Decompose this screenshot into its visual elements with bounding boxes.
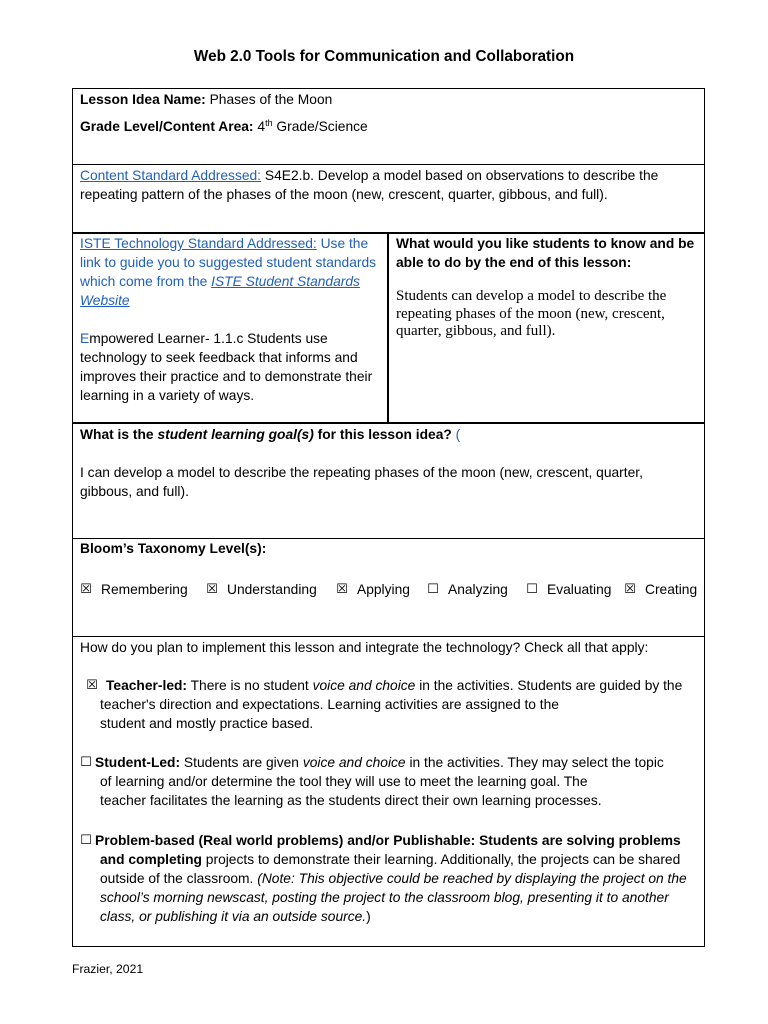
problem-based-note: class, or publishing it via an outside source. <box>100 909 367 924</box>
bloom-level-label: Applying <box>357 582 410 597</box>
bloom-level-creating[interactable] <box>624 580 697 599</box>
outcomes-answer-line: quarter, gibbous, and full). <box>396 323 556 339</box>
implementation-row <box>73 636 704 946</box>
problem-based-label: Problem-based (Real world problems) and/or Publishable: Students are solving problems <box>95 833 681 848</box>
student-led-option <box>80 753 704 810</box>
problem-based-note: (Note: This objective could be reached by displaying the project on the <box>257 871 687 886</box>
teacher-led-option <box>80 676 704 733</box>
teacher-led-checkbox[interactable]: ☒ <box>86 678 98 693</box>
outcomes-answer-line: Students can develop a model to describe the <box>396 288 667 304</box>
outcomes-answer <box>396 288 704 341</box>
document-title: Web 2.0 Tools for Communication and Collaboration <box>193 48 575 65</box>
grade-number: 4 <box>257 119 266 134</box>
bloom-level-label: Analyzing <box>448 582 508 597</box>
blooms-taxonomy-row <box>73 538 704 636</box>
iste-website-link[interactable]: Website <box>80 293 130 308</box>
bloom-level-understanding[interactable] <box>206 580 317 599</box>
problem-based-closing: ) <box>366 909 371 924</box>
outcomes-answer-line: repeating phases of the moon (new, crescent, <box>396 305 665 322</box>
problem-based-line-5 <box>80 907 704 926</box>
outcomes-question: What would you like students to know and be <box>396 236 695 251</box>
iste-line-1 <box>80 234 387 253</box>
lesson-idea-name-value: Phases of the Moon <box>209 92 333 107</box>
outcomes-question: able to do by the end of this lesson: <box>396 255 632 270</box>
student-led-text: Students are given <box>183 755 299 770</box>
lesson-outcomes-cell <box>389 234 704 422</box>
learning-goal-suffix: for this lesson idea? <box>317 427 452 442</box>
problem-based-note: school’s morning newscast, posting the project to the classroom blog, presenting it to another <box>100 890 669 905</box>
student-led-emphasis: voice and choice <box>302 755 406 770</box>
iste-standard-cell <box>73 234 389 422</box>
grade-subject: Grade/Science <box>276 119 368 134</box>
student-led-text: in the activities. They may select the topic <box>409 755 664 770</box>
student-led-line: teacher facilitates the learning as the students direct their own learning processes. <box>100 793 602 808</box>
teacher-led-line-1 <box>80 676 704 695</box>
student-led-line-1 <box>80 753 704 772</box>
problem-based-line-2 <box>80 850 704 869</box>
applying-checkbox[interactable]: ☒ <box>336 582 348 597</box>
teacher-led-line: student and mostly practice based. <box>100 716 314 731</box>
iste-guide-text: Use the <box>320 236 369 251</box>
content-standard-line-2: repeating pattern of the phases of the moon (new, crescent, quarter, gibbous, and full). <box>80 187 608 202</box>
bloom-level-label: Understanding <box>227 582 317 597</box>
creating-checkbox[interactable]: ☒ <box>624 582 636 597</box>
student-led-line: of learning and/or determine the tool they will use to meet the learning goal. The <box>100 774 588 789</box>
lesson-idea-name-label: Lesson Idea Name: <box>80 92 206 107</box>
learning-goal-trailing: ( <box>455 427 461 442</box>
bloom-level-label: Creating <box>645 582 698 597</box>
student-led-label: Student-Led: <box>95 755 181 770</box>
iste-guide-text: which come from the <box>80 274 208 289</box>
blooms-levels <box>80 580 704 599</box>
iste-student-standards-link[interactable]: ISTE Student Standards <box>211 274 360 289</box>
learning-goal-row <box>73 422 704 538</box>
grade-level <box>80 117 704 136</box>
iste-line-2: link to guide you to suggested student standards <box>80 255 377 270</box>
student-led-checkbox[interactable]: ☐ <box>80 755 92 770</box>
problem-based-line-1 <box>80 831 704 850</box>
teacher-led-label: Teacher-led: <box>106 678 188 693</box>
problem-based-text: projects to demonstrate their learning. Additionally, the projects can be shared <box>205 852 681 867</box>
learning-goal-emphasis: student learning goal(s) <box>157 427 314 442</box>
learning-goal-question <box>80 425 704 444</box>
lesson-plan-table <box>72 88 705 947</box>
problem-based-text: outside of the classroom. <box>100 871 254 886</box>
problem-based-checkbox[interactable]: ☐ <box>80 833 92 848</box>
bloom-level-evaluating[interactable] <box>526 580 611 599</box>
bloom-level-applying[interactable] <box>336 580 410 599</box>
remembering-checkbox[interactable]: ☒ <box>80 582 92 597</box>
teacher-led-line: teacher's direction and expectations. Learning activities are assigned to the <box>100 697 559 712</box>
iste-standard-text: learning in a variety of ways. <box>80 388 255 403</box>
learning-goal-answer: gibbous, and full). <box>80 484 189 499</box>
content-standard-text: S4E2.b. Develop a model based on observations to describe the <box>264 168 659 183</box>
bloom-level-label: Evaluating <box>547 582 612 597</box>
implementation-question: How do you plan to implement this lesson and integrate the technology? Check all that apply: <box>80 640 649 655</box>
iste-standard-text: improves their practice and to demonstrate their <box>80 369 373 384</box>
analyzing-checkbox[interactable]: ☐ <box>427 582 439 597</box>
content-standard-link[interactable]: Content Standard Addressed: <box>80 168 262 183</box>
iste-line-4 <box>80 291 387 310</box>
document-footer: Frazier, 2021 <box>72 962 144 976</box>
teacher-led-text: There is no student <box>190 678 309 693</box>
grade-level-label: Grade Level/Content Area: <box>80 119 254 134</box>
iste-line-3 <box>80 272 387 291</box>
evaluating-checkbox[interactable]: ☐ <box>526 582 538 597</box>
problem-based-line-3 <box>80 869 704 888</box>
problem-based-bold-text: and completing <box>100 852 202 867</box>
iste-standard-link[interactable]: ISTE Technology Standard Addressed: <box>80 236 317 251</box>
learning-goal-answer: I can develop a model to describe the repeating phases of the moon (new, crescent, quarter, <box>80 465 643 480</box>
bloom-level-label: Remembering <box>101 582 188 597</box>
standards-outcomes-row <box>73 232 704 422</box>
bloom-level-remembering[interactable] <box>80 580 188 599</box>
lesson-info-row <box>73 89 704 164</box>
blooms-taxonomy-label: Bloom’s Taxonomy Level(s): <box>80 541 267 556</box>
learning-goal-prefix: What is the <box>80 427 154 442</box>
bloom-level-analyzing[interactable] <box>427 580 508 599</box>
teacher-led-emphasis: voice and choice <box>312 678 416 693</box>
content-standard-line-1 <box>80 166 704 185</box>
lesson-idea-name <box>80 90 704 109</box>
problem-based-option <box>80 831 704 926</box>
understanding-checkbox[interactable]: ☒ <box>206 582 218 597</box>
content-standard-row <box>73 164 704 232</box>
grade-superscript: th <box>265 118 273 128</box>
iste-standard-text: technology to seek feedback that informs and <box>80 350 358 365</box>
iste-standard-text: Empowered Learner- 1.1.c Students use <box>80 331 328 346</box>
teacher-led-text: in the activities. Students are guided by the <box>419 678 683 693</box>
